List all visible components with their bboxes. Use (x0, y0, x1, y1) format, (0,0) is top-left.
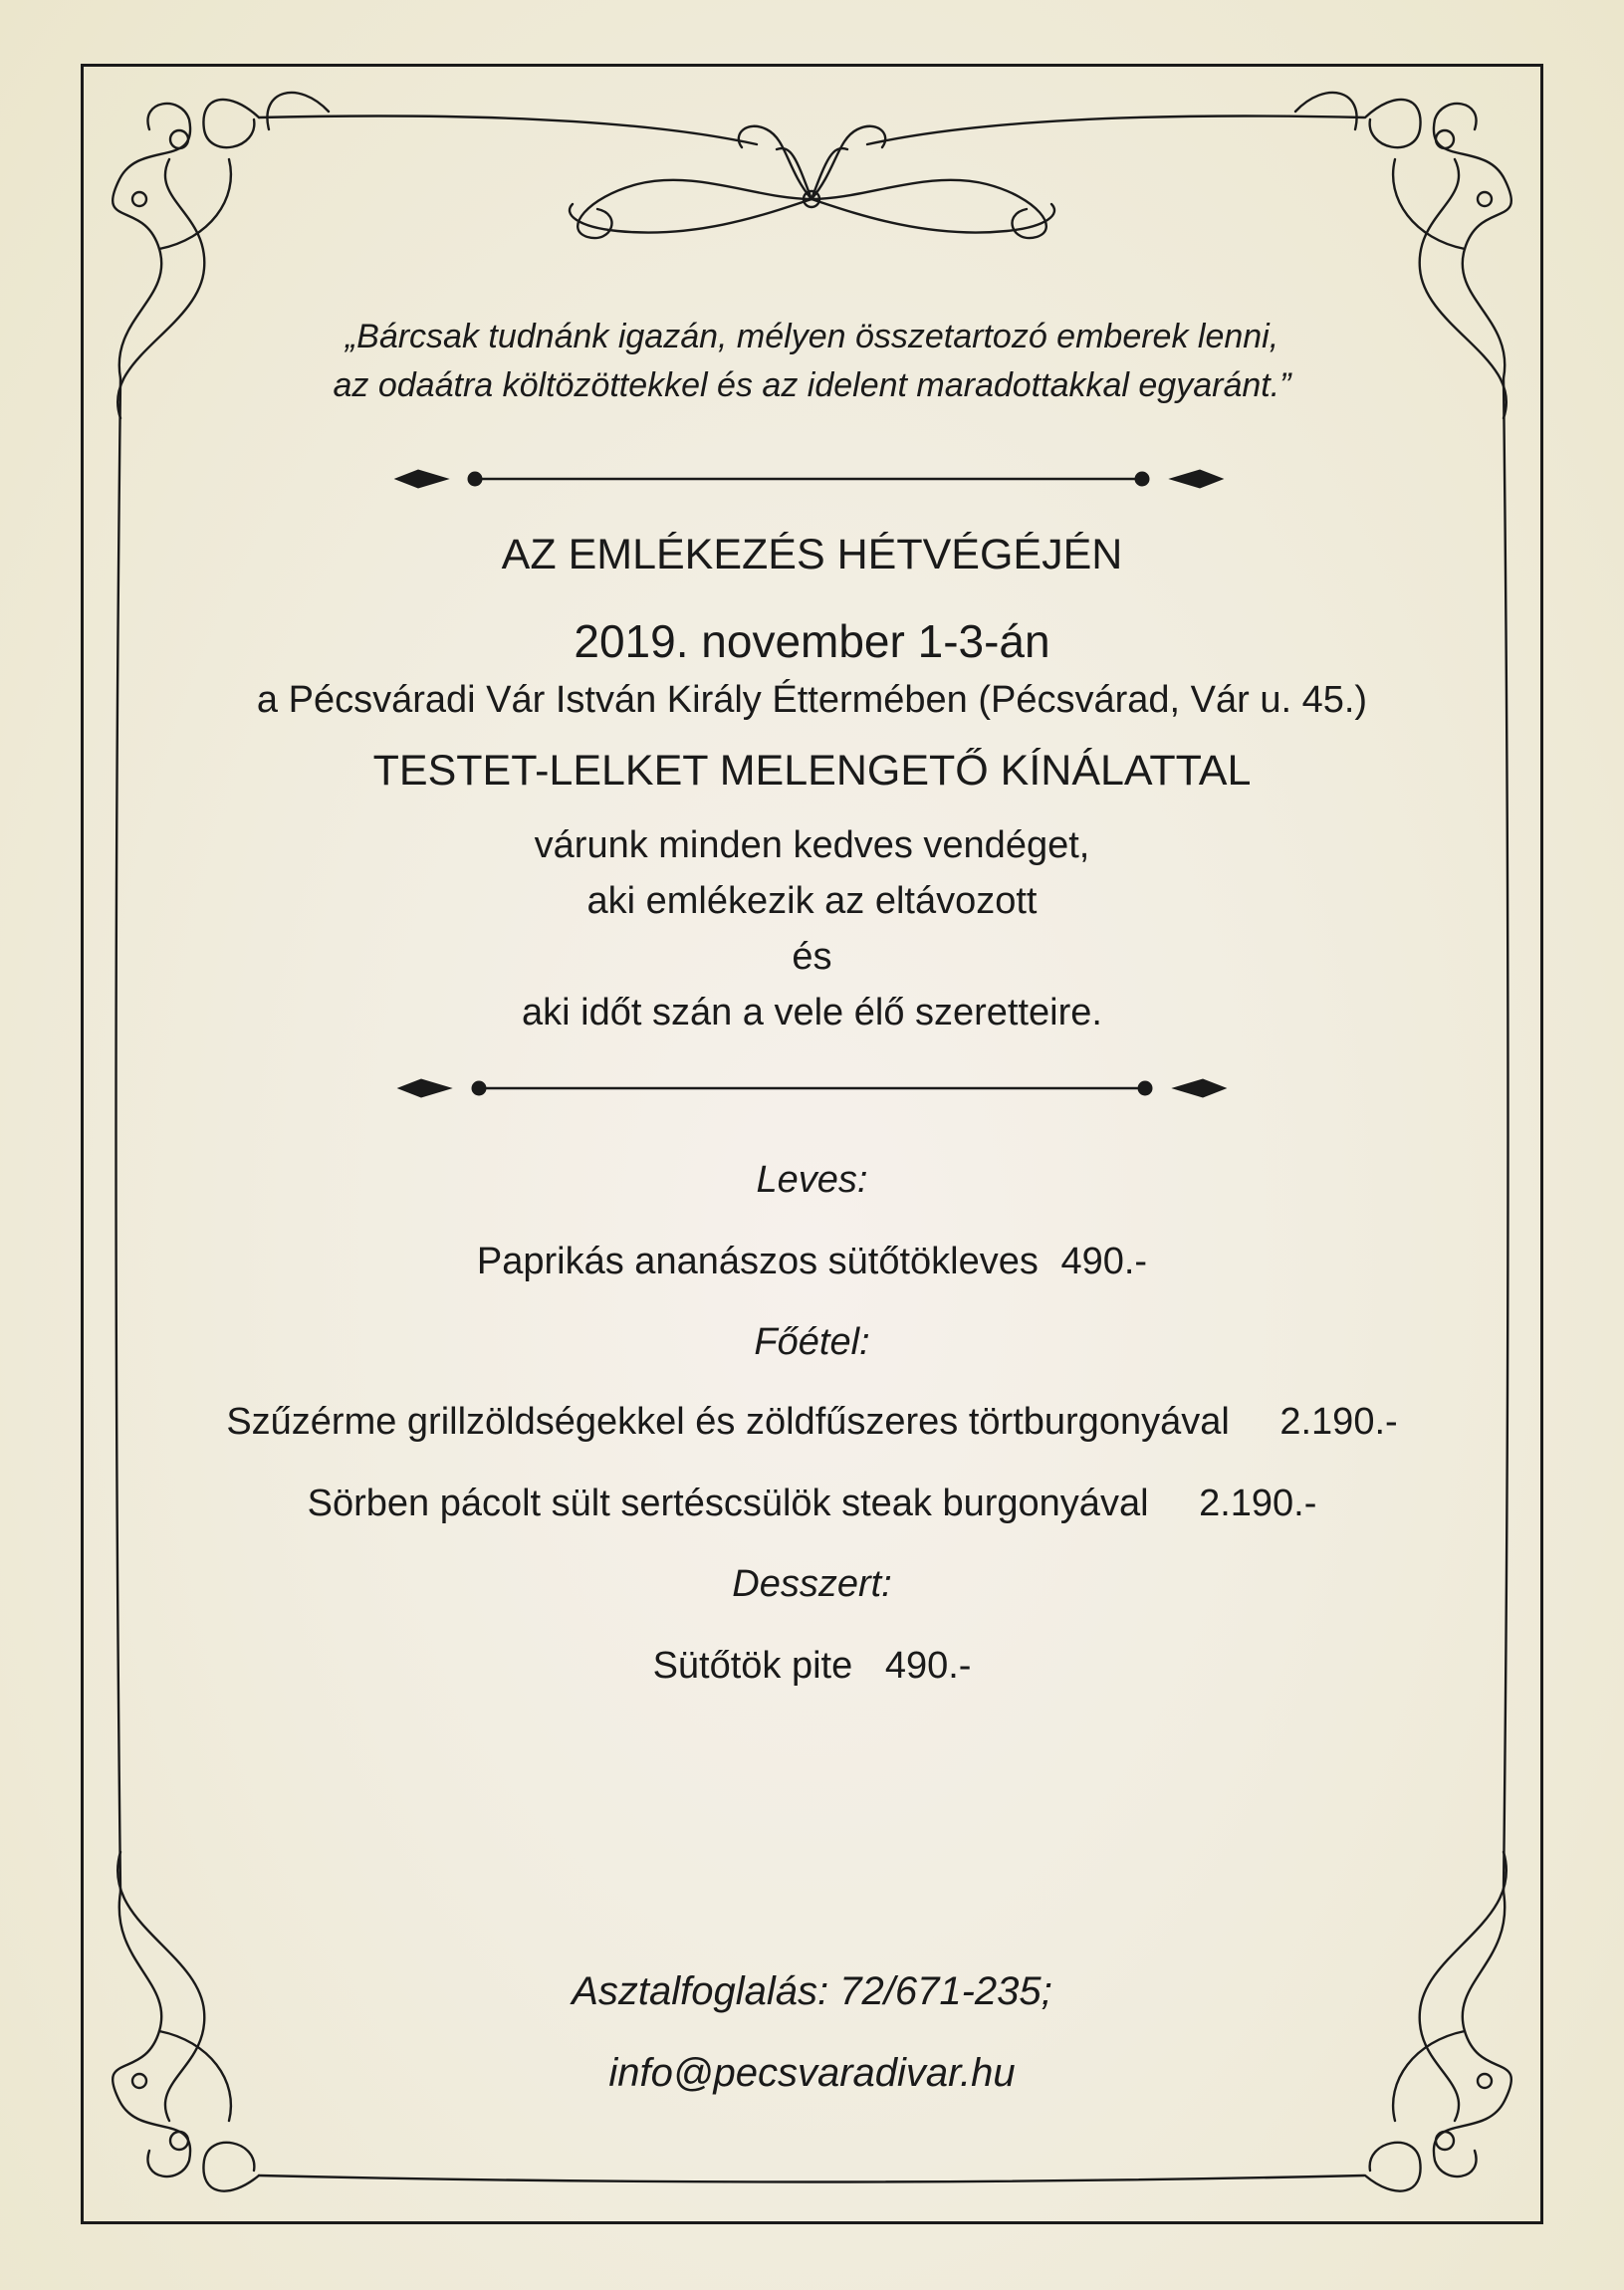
contact-email[interactable]: info@pecsvaradivar.hu (608, 2051, 1016, 2095)
menu-item-name: Szűzérme grillzöldségekkel és zöldfűszeres törtburgonyával (226, 1401, 1230, 1443)
inner-frame-bottom (259, 2176, 1364, 2182)
divider-bottom (398, 1079, 1226, 1097)
menu-item-price: 490.- (1060, 1241, 1148, 1282)
top-scroll-ornament (570, 126, 1054, 238)
invite-line-4: aki időt szán a vele élő szeretteire. (522, 992, 1102, 1033)
menu-item-price: 490.- (884, 1645, 972, 1687)
menu-item-name: Paprikás ananászos sütőtökleves (476, 1241, 1039, 1282)
invite-line-2: aki emlékezik az eltávozott (586, 880, 1038, 922)
event-date: 2019. november 1-3-án (574, 615, 1050, 667)
menu-item (0, 1401, 1624, 1444)
inner-frame-top (259, 116, 1364, 144)
event-venue: a Pécsváradi Vár István Király Éttermében (Pécsvárad, Vár u. 45.) (256, 679, 1368, 721)
menu-dessert-label: Desszert: (732, 1563, 892, 1605)
menu-item-price: 2.190.- (1199, 1483, 1317, 1524)
menu-item (0, 1483, 1624, 1525)
contact-reservation: Asztalfoglalás: 72/671-235; (572, 1969, 1052, 2013)
quote-line-2: az odaátra költözöttekkel és az idelent maradottakkal egyaránt.” (333, 366, 1291, 404)
invite-line-1: várunk minden kedves vendéget, (534, 824, 1090, 866)
menu-item-price: 2.190.- (1279, 1401, 1398, 1443)
menu-item-name: Sütőtök pite (652, 1645, 853, 1687)
corner-flourish-bottom-right (1365, 1852, 1511, 2191)
menu-item (0, 1241, 1624, 1283)
menu-item-name: Sörben pácolt sült sertéscsülök steak burgonyával (307, 1483, 1149, 1524)
menu-item (0, 1645, 1624, 1688)
quote-line-1: „Bárcsak tudnánk igazán, mélyen összetartozó emberek lenni, (345, 318, 1279, 355)
corner-flourish-bottom-left (113, 1852, 259, 2191)
event-tagline: TESTET-LELKET MELENGETŐ KÍNÁLATTAL (372, 747, 1252, 795)
menu-soup-label: Leves: (756, 1159, 868, 1201)
invite-line-3: és (792, 936, 832, 978)
menu-main-label: Főétel: (754, 1321, 870, 1363)
divider-top (395, 470, 1223, 488)
event-title: AZ EMLÉKEZÉS HÉTVÉGÉJÉN (501, 531, 1123, 578)
